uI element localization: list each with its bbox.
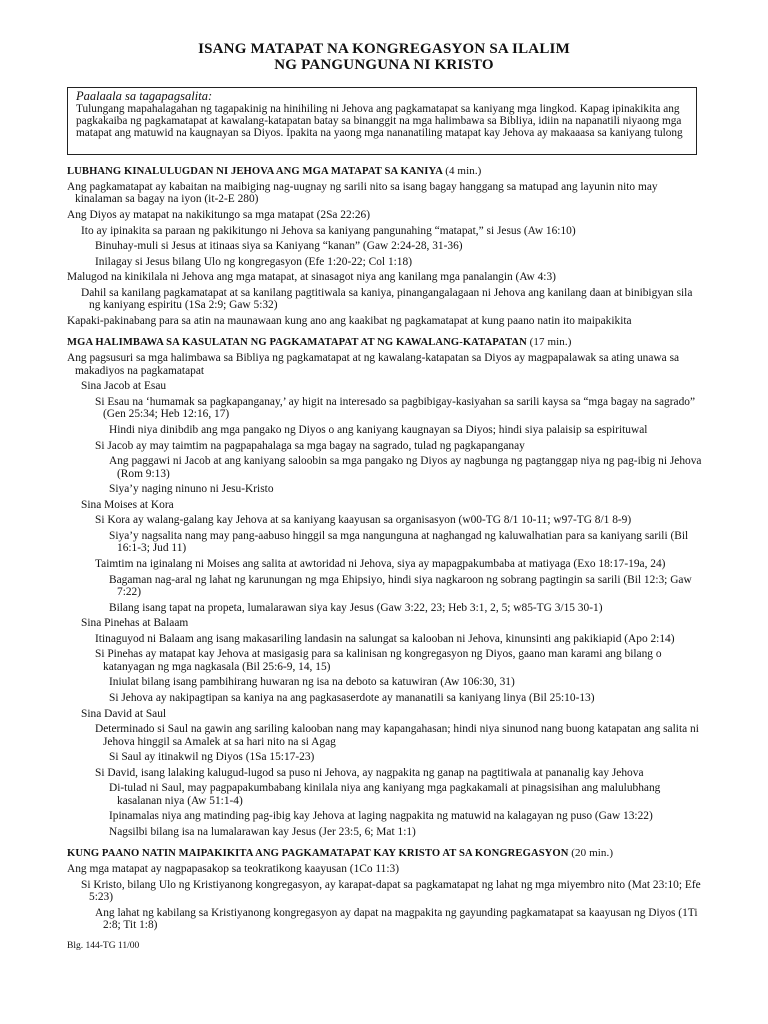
form-number: Blg. 144-TG 11/00 [67,941,140,951]
outline-point: Si Kora ay walang-galang kay Jehova at sa kaniyang kaayusan sa organisasyon (w00-TG 8/1 10-11; w97-TG 8/1 8-9) [95,514,632,527]
outline-point: Ang mga matapat ay nagpapasakop sa teokratikong kaayusan (1Co 11:3) [67,863,400,876]
speaker-note-body: Tulungang mapahalagahan ng tagapakinig na hinihiling ni Jehova ang pagkamatapat sa kaniyang mga lingkod. Kapag ipinakikita ang pagkakaiba ng pagkamatapat at kawalang-katapatan batay sa binanggit na mga halimbawa sa Bibliya, idiin na napanatili niyaong mga matapat ang matuwid na kaugnayan sa Diyos. Ipakita na yaong mga nananatiling matapat kay Jehova ay makaaasa sa kaniyang tulong [76,103,683,140]
outline-point: Sina Pinehas at Balaam [81,617,189,630]
outline-point: Siya’y naging ninuno ni Jesu-Kristo [109,483,274,496]
outline-point: Ang paggawi ni Jacob at ang kaniyang saloobin sa mga pangako ng Diyos ay nagbunga ng pagtanggap niya ng pag-ibig ni Jehova (Rom 9:13) [109,455,702,480]
title-line-1: ISANG MATAPAT NA KONGREGASYON SA ILALIM [198,41,570,57]
outline-point: Taimtim na iginalang ni Moises ang salita at awtoridad ni Jehova, siya ay mapagpakumbaba at matiyaga (Exo 18:17-19a, 24) [95,557,666,570]
outline-point: Ang pagsusuri sa mga halimbawa sa Bibliya ng pagkamatapat at ng kawalang-katapatan sa Diyos ay magpapalawak sa ating unawa sa makadiyos na pagkamatapat [67,352,680,377]
title-line-2: NG PANGUNGUNA NI KRISTO [274,57,494,73]
outline-point: Si David, isang lalaking kalugud-lugod sa puso ni Jehova, ay nagpakita ng ganap na pagtitiwala at pananalig kay Jehova [95,766,644,779]
outline-point: Ang pagkamatapat ay kabaitan na maibiging nag-uugnay ng sarili nito sa isang bagay hanggang sa matupad ang layunin nito may kinalaman sa bagay na iyon (it-2-E 280) [67,181,658,206]
outline-point: Sina David at Saul [81,707,167,720]
outline-point: Malugod na kinikilala ni Jehova ang mga matapat, at sinasagot niya ang kanilang mga panalangin (Aw 4:3) [67,271,556,284]
outline-point: Ito ay ipinakita sa paraan ng pakikitungo ni Jehova sa kaniyang pangunahing “matapat,” si Jesus (Aw 16:10) [81,224,576,237]
outline-point: Si Jacob ay may taimtim na pagpapahalaga sa mga bagay na sagrado, tulad ng pagkapanganay [95,439,525,452]
outline-point: Ang Diyos ay matapat na nakikitungo sa mga matapat (2Sa 22:26) [67,209,371,221]
section-duration: (4 min.) [445,165,482,177]
outline-point: Si Esau na ‘humamak sa pagkapanganay,’ ay higit na interesado sa pagbibigay-kasiyahan sa sarili kaysa sa “mga bagay na sagrado” (Gen 25:34; Heb 12:16, 17) [95,395,696,421]
page-title [0,41,768,73]
speaker-note-title: Paalaala sa tagapagsalita: [76,89,213,103]
section-heading [67,847,703,860]
outline-point: Itinaguyod ni Balaam ang isang makasariling landasin na salungat sa kalooban ni Jehova, kinunsinti ang pakikiapid (Apo 2:14) [95,632,675,645]
outline-point: Dahil sa kanilang pagkamatapat at sa kanilang pagtitiwala sa kaniya, pinangangalagaan ni Jehova ang kanilang daan at binibigyan sila ng kaniyang espiritu (1Sa 2:9; Gaw 5:32) [81,286,693,312]
section-duration: (20 min.) [571,847,614,860]
outline [67,165,703,935]
outline-point: Sina Jacob at Esau [81,380,167,393]
outline-point: Siya’y nagsalita nang may pang-aabuso hinggil sa mga nangunguna at naghangad ng kaluwalhatian para sa kaniyang sarili (Bil 16:1-3; Jud 11) [109,529,689,555]
outline-point: Si Jehova ay nakipagtipan sa kaniya na ang pagkasaserdote ay mananatili sa kaniyang linya (Bil 25:10-13) [109,691,595,704]
section-heading-text: MGA HALIMBAWA SA KASULATAN NG PAGKAMATAPAT AT NG KAWALANG-KATAPATAN [67,337,527,349]
outline-point: Di-tulad ni Saul, may pagpapakumbabang kinilala niya ang kaniyang mga pagkakamali at pinagsisihan ang malulubhang kasalanan niya (Aw 51:1-4) [109,782,661,807]
outline-point: Bagaman nag-aral ng lahat ng karunungan ng mga Ehipsiyo, hindi siya nagkaroon ng sobrang pagtingin sa sarili (Bil 12:3; Gaw 7:22) [109,573,692,598]
outline-point: Determinado si Saul na gawin ang sariling kalooban nang may kapangahasan; hindi niya sinunod nang buong katapatan ang salita ni Jehova hinggil sa Amalek at sa hari nito na si Agag [95,723,699,748]
outline-point: Ang lahat ng kabilang sa Kristiyanong kongregasyon ay dapat na magpakita ng gayunding pagkamatapat sa kaayusan ng Diyos (1Ti 2:8; Tit 1:8) [95,906,698,932]
outline-point: Ipinamalas niya ang matinding pag-ibig kay Jehova at laging nagpakita ng matuwid na kalagayan ng puso (Gaw 13:22) [109,810,653,823]
outline-point: Binuhay-muli si Jesus at itinaas siya sa Kaniyang “kanan” (Gaw 2:24-28, 31-36) [95,240,463,253]
speaker-note-box [67,87,697,155]
outline-point: Hindi niya dinibdib ang mga pangako ng Diyos o ang kaniyang kaugnayan sa Diyos; hindi siya palaisip sa espirituwal [109,423,648,436]
section-heading-text: KUNG PAANO NATIN MAIPAKIKITA ANG PAGKAMATAPAT KAY KRISTO AT SA KONGREGASYON [67,848,569,860]
outline-point: Si Pinehas ay matapat kay Jehova at masigasig para sa kalinisan ng kongregasyon ng Diyos, gaano man karami ang bilang o katanyagan ng mga nagkasala (Bil 25:6-9, 14, 15) [95,648,662,673]
outline-point: Inilagay si Jesus bilang Ulo ng kongregasyon (Efe 1:20-22; Col 1:18) [95,255,412,268]
outline-point: Sina Moises at Kora [81,498,174,511]
section-heading-text: LUBHANG KINALULUGDAN NI JEHOVA ANG MGA MATAPAT SA KANIYA [67,166,443,177]
outline-point: Nagsilbi bilang isa na lumalarawan kay Jesus (Jer 23:5, 6; Mat 1:1) [109,825,416,838]
section-heading [67,336,703,349]
outline-point: Kapaki-pakinabang para sa atin na maunawaan kung ano ang kaakibat ng pagkamatapat at kung paano natin ito maipakikita [67,314,632,327]
outline-point: Si Kristo, bilang Ulo ng Kristiyanong kongregasyon, ay karapat-dapat sa pagkamatapat ng lahat ng mga miyembro nito (Mat 23:10; Efe 5:23) [81,878,701,904]
outline-point: Bilang isang tapat na propeta, lumalarawan siya kay Jesus (Gaw 3:22, 23; Heb 3:1, 2, 5; w85-TG 3/15 30-1) [109,601,603,614]
section-heading [67,165,703,178]
section-duration: (17 min.) [529,336,572,349]
outline-point: Si Saul ay itinakwil ng Diyos (1Sa 15:17-23) [109,751,315,764]
outline-point: Iniulat bilang isang pambihirang huwaran ng isa na deboto sa katuwiran (Aw 106:30, 31) [109,676,515,689]
